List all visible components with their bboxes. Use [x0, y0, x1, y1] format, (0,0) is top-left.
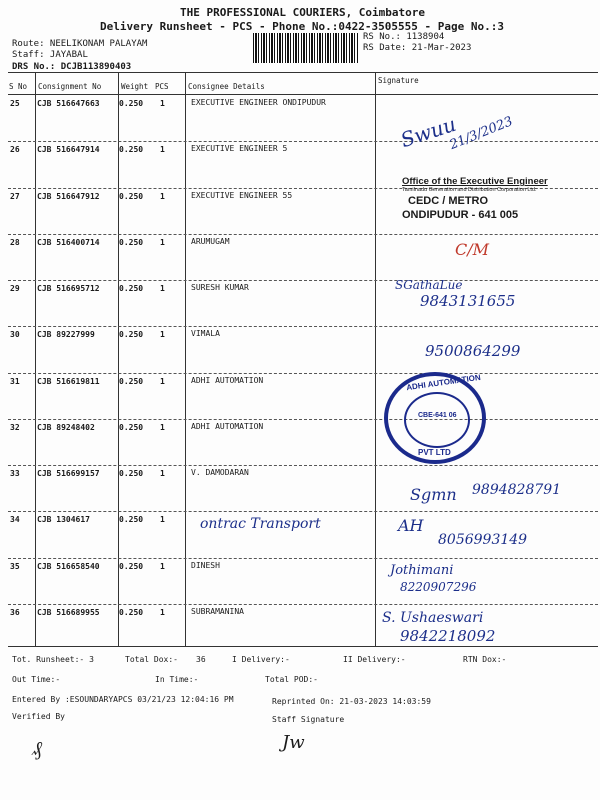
row-pcs: 1 — [160, 191, 165, 201]
row-sno: 34 — [10, 515, 20, 525]
document-subtitle: Delivery Runsheet - PCS - Phone No.:0422-3505555 - Page No.:3 — [100, 20, 504, 33]
row-sno: 30 — [10, 330, 20, 340]
row-divider — [8, 234, 598, 235]
row-weight: 0.250 — [119, 330, 144, 340]
row-sno: 32 — [10, 422, 20, 432]
stamp-line: Tamilnadu Generation and Distribution Corporation Ltd. — [402, 187, 537, 193]
row-consignee: EXECUTIVE ENGINEER 5 — [191, 144, 288, 154]
route-label: Route: NEELIKONAM PALAYAM — [12, 39, 148, 49]
row-divider — [8, 604, 598, 605]
stamp-line: CEDC / METRO — [408, 195, 489, 207]
office-stamp — [402, 176, 552, 221]
row-sno: 29 — [10, 284, 20, 293]
handwritten-phone: 9894828791 — [472, 482, 562, 498]
handwritten-name: S. Ushaeswari — [382, 610, 484, 626]
row-divider — [8, 558, 598, 559]
row-weight: 0.250 — [119, 607, 144, 617]
row-pcs: 1 — [160, 515, 165, 525]
row-consignment-no: CJB 89227999 — [37, 330, 95, 340]
row-consignment-no: CJB 516400714 — [37, 237, 100, 247]
row-consignment-no: CJB 516647914 — [37, 145, 100, 155]
total-pod: Total POD:- — [265, 675, 318, 684]
row-weight: 0.250 — [119, 99, 144, 108]
staff-signature: Jw — [282, 732, 305, 753]
row-consignee: ADHI AUTOMATION — [191, 421, 264, 431]
row-divider — [8, 326, 598, 327]
out-time: Out Time:- — [12, 675, 61, 684]
col-divider — [118, 72, 119, 646]
table-header-border — [8, 94, 598, 95]
row-sno: 27 — [10, 191, 20, 201]
header-signature: Signature — [378, 76, 419, 85]
row-consignee: DINESH — [191, 560, 220, 570]
row-weight: 0.250 — [119, 561, 144, 571]
row-consignee: ADHI AUTOMATION — [191, 375, 264, 385]
document-title: THE PROFESSIONAL COURIERS, Coimbatore — [180, 6, 426, 19]
verifier-signature: ₰ — [32, 736, 42, 760]
row-divider — [8, 465, 598, 466]
row-divider — [8, 141, 598, 142]
row-weight: 0.250 — [119, 376, 144, 386]
row-sno: 36 — [10, 607, 20, 617]
table-top-border — [8, 72, 598, 73]
row-pcs: 1 — [160, 561, 165, 571]
handwritten-name: Jothimani — [390, 563, 454, 578]
row-sno: 28 — [10, 237, 20, 247]
barcode — [253, 33, 359, 63]
stamp-line: Office of the Executive Engineer — [402, 176, 548, 187]
row-consignee: ARUMUGAM — [191, 236, 230, 246]
handwritten-note: ontrac Transport — [200, 516, 321, 532]
row-consignee: V. DAMODARAN — [191, 468, 249, 477]
row-consignment-no: CJB 516658540 — [37, 561, 100, 571]
row-weight: 0.250 — [119, 284, 144, 293]
handwritten-signature: SGathaLue — [395, 278, 463, 292]
row-divider — [8, 511, 598, 512]
row-weight: 0.250 — [119, 237, 144, 247]
handwritten-phone: 9843131655 — [420, 292, 516, 310]
handwritten-signature: AH — [398, 516, 424, 535]
row-sno: 31 — [10, 376, 20, 386]
row-consignee: SURESH KUMAR — [191, 283, 249, 292]
handwritten-signature: Swuu — [397, 111, 459, 153]
row-consignee: SUBRAMANINA — [191, 606, 244, 616]
row-weight: 0.250 — [119, 515, 144, 525]
row-weight: 0.250 — [119, 145, 144, 155]
row-consignment-no: CJB 516619811 — [37, 376, 100, 386]
handwritten-date: 21/3/2023 — [447, 114, 516, 153]
row-pcs: 1 — [160, 145, 165, 155]
total-dox-label: Total Dox:- — [125, 655, 178, 664]
table-bottom-border — [8, 646, 598, 647]
handwritten-phone: 9500864299 — [425, 342, 521, 360]
handwritten-phone: 8056993149 — [438, 532, 528, 548]
row-consignment-no: CJB 516699157 — [37, 469, 100, 478]
row-divider — [8, 373, 598, 374]
row-divider — [8, 419, 598, 420]
row-pcs: 1 — [160, 376, 165, 386]
entered-by: Entered By :ESOUNDARYAPCS 03/21/23 12:04:16 PM — [12, 695, 234, 704]
handwritten-signature: Sgmn — [410, 485, 457, 504]
row-sno: 25 — [10, 99, 20, 108]
row-consignment-no: CJB 516695712 — [37, 284, 100, 293]
header-sno: S No — [9, 82, 28, 91]
col-divider — [375, 72, 376, 646]
reprinted-on: Reprinted On: 21-03-2023 14:03:59 — [272, 697, 431, 706]
header-weight: Weight — [121, 82, 149, 91]
handwritten-cm: C/M — [455, 240, 490, 259]
row-sno: 26 — [10, 145, 20, 155]
row-weight: 0.250 — [119, 191, 144, 201]
handwritten-phone: 8220907296 — [400, 580, 477, 594]
staff-label: Staff: JAYABAL — [12, 50, 88, 60]
tot-runsheet: Tot. Runsheet:- 3 — [12, 655, 94, 664]
drs-number: DRS No.: DCJB113890403 — [12, 62, 132, 72]
stamp-line: ONDIPUDUR - 641 005 — [402, 209, 519, 221]
col-divider — [35, 72, 36, 646]
row-sno: 35 — [10, 561, 20, 571]
row-consignment-no: CJB 1304617 — [37, 515, 90, 525]
row-pcs: 1 — [160, 237, 165, 247]
rtn-dox: RTN Dox:- — [463, 655, 507, 664]
handwritten-phone: 9842218092 — [400, 627, 496, 645]
row-consignment-no: CJB 89248402 — [37, 422, 95, 432]
row-weight: 0.250 — [119, 422, 144, 432]
row-consignee: EXECUTIVE ENGINEER ONDIPUDUR — [191, 98, 326, 107]
rs-number: RS No.: 1138904 — [363, 32, 445, 42]
in-time: In Time:- — [155, 675, 199, 684]
row-divider — [8, 280, 598, 281]
verified-by: Verified By — [12, 712, 65, 721]
row-pcs: 1 — [160, 607, 165, 617]
row-pcs: 1 — [160, 284, 165, 293]
staff-signature-label: Staff Signature — [272, 715, 345, 724]
row-pcs: 1 — [160, 422, 165, 432]
header-consignment: Consignment No — [38, 82, 102, 91]
rs-date: RS Date: 21-Mar-2023 — [363, 43, 472, 53]
row-pcs: 1 — [160, 99, 165, 108]
company-seal: ADHI AUTOMATION PVT LTD CBE-641 06 — [384, 372, 486, 464]
row-pcs: 1 — [160, 330, 165, 340]
row-consignee: EXECUTIVE ENGINEER 55 — [191, 190, 293, 200]
col-divider — [185, 72, 186, 646]
row-consignee: VIMALA — [191, 329, 220, 339]
header-consignee: Consignee Details — [188, 82, 265, 91]
total-dox-value: 36 — [196, 655, 206, 664]
header-pcs: PCS — [155, 82, 169, 91]
row-sno: 33 — [10, 469, 20, 478]
row-weight: 0.250 — [119, 469, 144, 478]
row-consignment-no: CJB 516647663 — [37, 99, 100, 108]
ii-delivery: II Delivery:- — [343, 655, 406, 664]
row-consignment-no: CJB 516647912 — [37, 191, 100, 201]
row-pcs: 1 — [160, 469, 165, 478]
i-delivery: I Delivery:- — [232, 655, 290, 664]
row-consignment-no: CJB 516689955 — [37, 607, 100, 617]
